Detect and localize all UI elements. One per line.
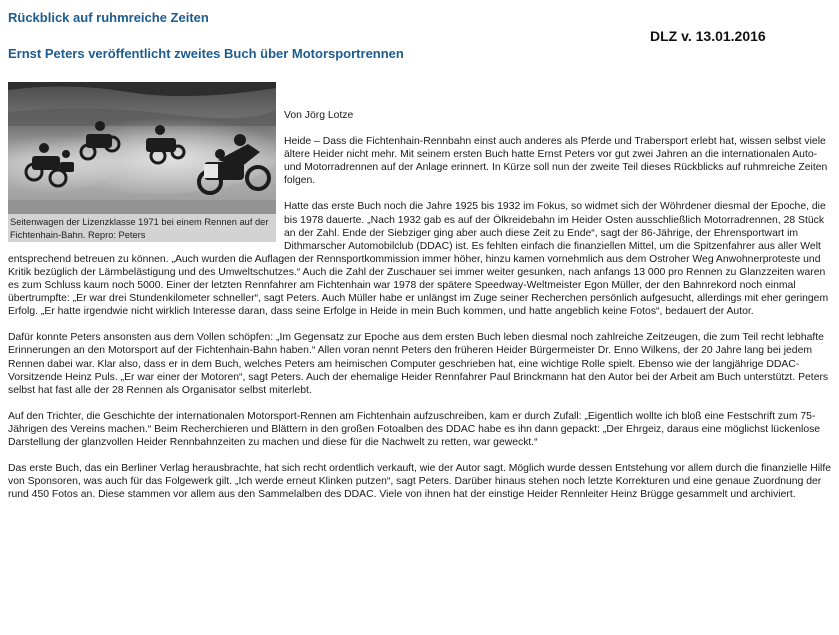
subheadline: Ernst Peters veröffentlicht zweites Buch über Motorsportrennen (8, 46, 404, 61)
paragraph-4: Auf den Trichter, die Geschichte der internationalen Motorsport-Rennen am Fichtenhain aufzuschreiben, kam er durch Zufall: „Eigentlich wollte ich bloß eine Festschrift zum 75-Jährigen des Vereins machen.“ Beim Recherchieren und Blättern in den großen Fotoalben des DDAC habe es ihn dann gepackt: „Der Ehrgeiz, daraus eine möglichst lückenlose Darstellung der glanzvollen Heider Rennbahnzeiten zu machen und diese für die Nachwelt zu retten, war geweckt.“ (8, 410, 821, 448)
article-body (8, 109, 834, 514)
figure-spacer (8, 109, 284, 248)
paragraph-1: Heide – Dass die Fichtenhain-Rennbahn einst auch anderes als Pferde und Trabersport erlebt hat, wissen selbst viele ältere Heider nicht mehr. Mit seinem ersten Buch hatte Ernst Peters vor gut zwei Jahren an die internationalen Auto- und Motorradrennen auf der Anlage erinnert. In Kürze soll nun der zweite Teil dieses Rückblicks auf ruhmreiche Zeiten folgen. (284, 136, 828, 187)
date-stamp: DLZ v. 13.01.2016 (650, 28, 766, 44)
paragraph-5: Das erste Buch, das ein Berliner Verlag herausbrachte, hat sich recht ordentlich verkauft, wie der Autor sagt. Möglich wurde dessen Entstehung vor allem durch die finanzielle Hilfe von Sponsoren, was auch für das Folgewerk gilt. „Ich werde erneut Klinken putzen“, sagt Peters. Darüber hinaus stehen noch letzte Korrekturen und eine genaue Zuordnung der rund 450 Fotos an. Diese stammen vor allem aus den Sammelalben des DDAC. Viele von ihnen hat der einstige Heider Rennleiter Heinz Brügge gesammelt und archiviert. (8, 463, 832, 501)
photo-caption: Seitenwagen der Lizenzklasse 1971 bei einem Rennen auf der Fichtenhain-Bahn. Repro: Peters (10, 217, 269, 240)
paragraph-2: Hatte das erste Buch noch die Jahre 1925 bis 1932 im Fokus, so widmet sich der Wöhrdener diesmal der Epoche, die bis 1978 dauerte. „Nach 1932 gab es auf der Ölkreidebahn im Heider Osten ausschließlich Motorradrennen, 28 Stück an der Zahl. Ende der Siebziger ging aber auch diese Zeit zu Ende“, sagt der 86-Jährige, der Ehrensportwart im Dithmarscher Automobilclub (DDAC) ist. Es fehlten einfach die finanziellen Mittel, um die Spitzenfahrer aus aller Welt entsprechend betreuen zu können. „Auch wurden die Auflagen der Rennsportkommission immer höher, hinzu kamen vornehmlich aus dem Ostroher Weg Anwohnerproteste und Kritik bezüglich der Lärmbelästigung und des Umweltschutzes.“ Auch die Zahl der Zuschauer sei immer weiter gesunken, nach anfangs 13 000 pro Rennen zu Glanzzeiten waren es zum Schluss kaum noch 5000. Einer der letzten Rennfahrer am Fichtenhain war 1978 der spätere Speedway-Weltmeister Egon Müller, der den Bahnrekord noch einmal übertrumpfte: „Er war drei Stundenkilometer schneller“, sagt Peters. Auch Müller habe er unlängst im Zuge seiner Recherchen persönlich aufgesucht, allerdings mit eher geringem Erfolg. „Er hatte irgendwie nicht wirklich Interesse daran, dass seine Erfolge in Heide in mein Buch kommen, und hatte angeblich keine Fotos“, bedauert der Autor. (8, 201, 829, 318)
headline: Rückblick auf ruhmreiche Zeiten (8, 10, 209, 25)
byline: Von Jörg Lotze (284, 110, 354, 121)
paragraph-3: Dafür konnte Peters ansonsten aus dem Vollen schöpfen: „Im Gegensatz zur Epoche aus dem ersten Buch leben diesmal noch zahlreiche Zeitzeugen, die zum Teil recht lebhafte Erinnerungen an den Motorsport auf der Fichtenhain-Bahn haben.“ Allen voran nennt Peters den früheren Heider Bürgermeister Dr. Enno Wilkens, der 20 Jahre lang bei jedem Rennen dabei war. Klar also, dass er in dem Buch, welches Peters am heimischen Computer geschrieben hat, eine wichtige Rolle spielt. Ebenso wie der langjährige DDAC-Vorsitzende Heinz Puls. „Er war einer der Motoren“, sagt Peters. Auch der ehemalige Heider Rennfahrer Paul Brinckmann hat den Autor bei der Arbeit am Buch unterstützt. Peters selbst hat fast alle der 28 Rennen als Organisator selbst miterlebt. (8, 332, 829, 396)
